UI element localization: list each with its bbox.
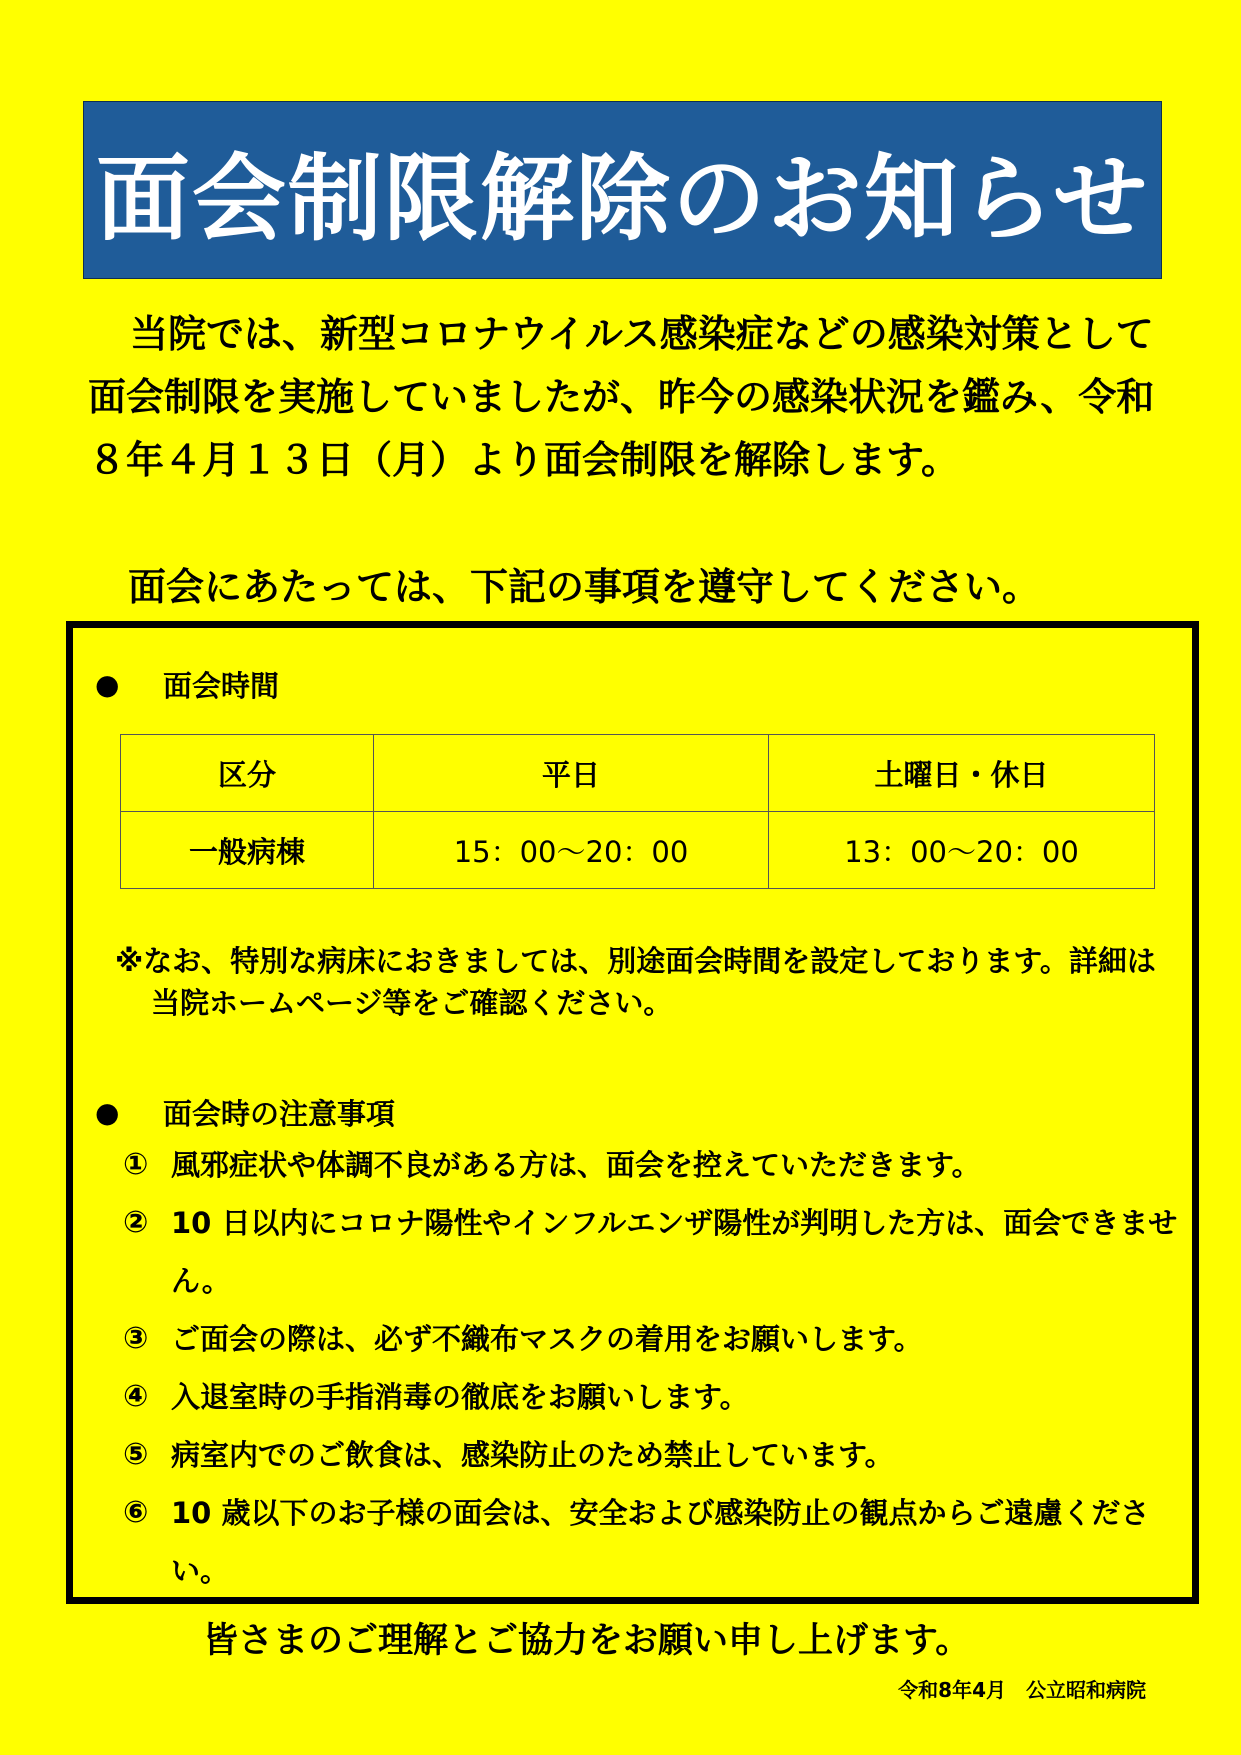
hours-heading xyxy=(95,664,279,705)
rules-list xyxy=(123,1136,1183,1600)
rule-number: ④ xyxy=(123,1379,149,1414)
table-cell: 15：00～20：00 xyxy=(374,812,769,889)
list-item xyxy=(123,1484,1183,1600)
rule-text: 入退室時の手指消毒の徹底をお願いします。 xyxy=(171,1380,749,1414)
list-item xyxy=(123,1310,1183,1368)
table-header-row xyxy=(121,735,1155,812)
table-header-cell: 平日 xyxy=(374,735,769,812)
instruction-line: 面会にあたっては、下記の事項を遵守してください。 xyxy=(128,565,1041,609)
hours-heading-label: 面会時間 xyxy=(163,669,280,703)
rules-heading-label: 面会時の注意事項 xyxy=(163,1097,396,1131)
rule-number: ② xyxy=(123,1205,149,1240)
footer-signature: 令和8年4月 公立昭和病院 xyxy=(898,1678,1146,1702)
table-cell: 一般病棟 xyxy=(121,812,374,889)
rule-text: ご面会の際は、必ず不織布マスクの着用をお願いします。 xyxy=(171,1322,923,1356)
rule-text: 病室内でのご飲食は、感染防止のため禁止しています。 xyxy=(171,1438,894,1472)
intro-paragraph: 当院では、新型コロナウイルス感染症などの感染対策として面会制限を実施していましたが、昨今の感染状況を鑑み、令和８年４月１３日（月）より面会制限を解除します。 xyxy=(88,312,1155,482)
closing-message: 皆さまのご理解とご協力をお願い申し上げます。 xyxy=(203,1621,971,1661)
visiting-hours-table xyxy=(120,734,1155,889)
rule-number: ⑥ xyxy=(123,1495,149,1530)
bullet-icon: ● xyxy=(95,1096,120,1129)
table-header-cell: 区分 xyxy=(121,735,374,812)
rule-number: ① xyxy=(123,1147,149,1182)
list-item xyxy=(123,1194,1183,1310)
rule-text: 10 歳以下のお子様の面会は、安全および感染防止の観点からご遠慮ください。 xyxy=(171,1496,1150,1588)
list-item xyxy=(123,1426,1183,1484)
rule-number: ③ xyxy=(123,1321,149,1356)
rules-heading xyxy=(95,1092,395,1133)
list-item xyxy=(123,1136,1183,1194)
rules-box xyxy=(66,621,1199,1604)
special-ward-note: ※なお、特別な病床におきましては、別途面会時間を設定しております。詳細は当院ホームページ等をご確認ください。 xyxy=(115,944,1156,1020)
title-banner xyxy=(83,101,1162,279)
list-item xyxy=(123,1368,1183,1426)
table-row xyxy=(121,812,1155,889)
rule-text: 風邪症状や体調不良がある方は、面会を控えていただきます。 xyxy=(171,1148,981,1182)
rule-text: 10 日以内にコロナ陽性やインフルエンザ陽性が判明した方は、面会できません。 xyxy=(171,1206,1178,1298)
table-header-cell: 土曜日・休日 xyxy=(769,735,1155,812)
rule-number: ⑤ xyxy=(123,1437,149,1472)
table-cell: 13：00～20：00 xyxy=(769,812,1155,889)
bullet-icon: ● xyxy=(95,668,120,701)
page-title: 面会制限解除のお知らせ xyxy=(95,144,1150,254)
